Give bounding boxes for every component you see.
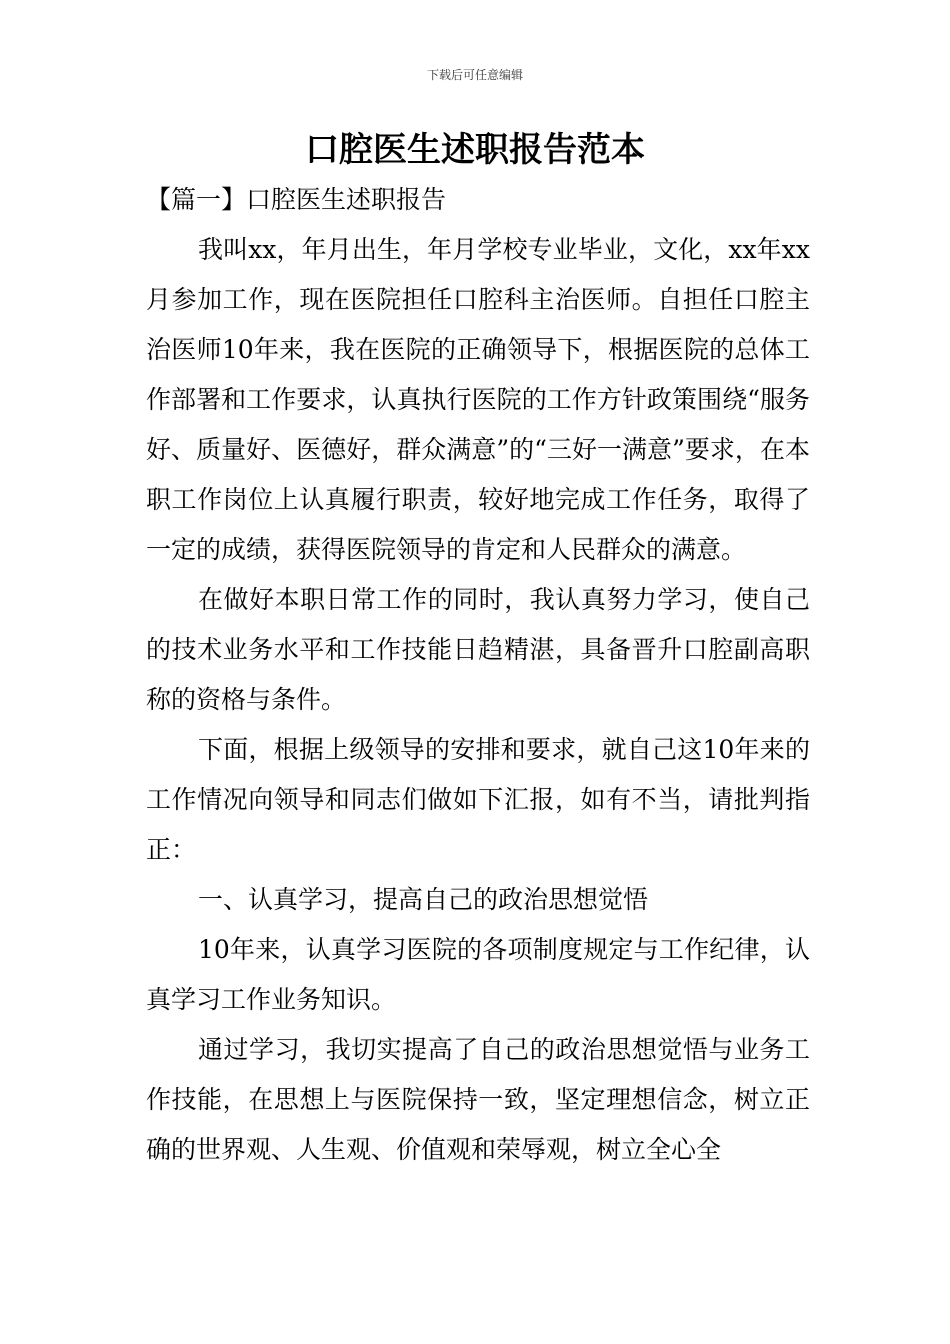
document-title: 口腔医生述职报告范本 bbox=[305, 130, 645, 170]
paragraph-report-intro: 下面，根据上级领导的安排和要求，就自己这10年来的工作情况向领导和同志们做如下汇报，如有不当，请批判指正： bbox=[146, 735, 810, 864]
paragraph-outcome: 通过学习，我切实提高了自己的政治思想觉悟与业务工作技能，在思想上与医院保持一致，坚定理想信念，树立正确的世界观、人生观、价值观和荣辱观，树立全心全 bbox=[146, 1035, 810, 1164]
section-heading-1: 一、认真学习，提高自己的政治思想觉悟 bbox=[198, 885, 649, 914]
document-body bbox=[146, 175, 810, 1175]
paragraph-study: 在做好本职日常工作的同时，我认真努力学习，使自己的技术业务水平和工作技能日趋精湛，具备晋升口腔副高职称的资格与条件。 bbox=[146, 585, 810, 714]
header-note: 下载后可任意编辑 bbox=[426, 68, 523, 82]
paragraph-intro: 我叫xx，年月出生，年月学校专业毕业，文化，xx年xx月参加工作，现在医院担任口腔科主治医师。自担任口腔主治医师10年来，我在医院的正确领导下，根据医院的总体工作部署和工作要求，认真执行医院的工作方针政策围绕“服务好、质量好、医德好，群众满意”的“三好一满意”要求，在本职工作岗位上认真履行职责，较好地完成工作任务，取得了一定的成绩，获得医院领导的肯定和人民群众的满意。 bbox=[146, 235, 810, 564]
paragraph-learning: 10年来，认真学习医院的各项制度规定与工作纪律，认真学习工作业务知识。 bbox=[146, 935, 810, 1014]
section-label: 【篇一】口腔医生述职报告 bbox=[146, 185, 447, 214]
